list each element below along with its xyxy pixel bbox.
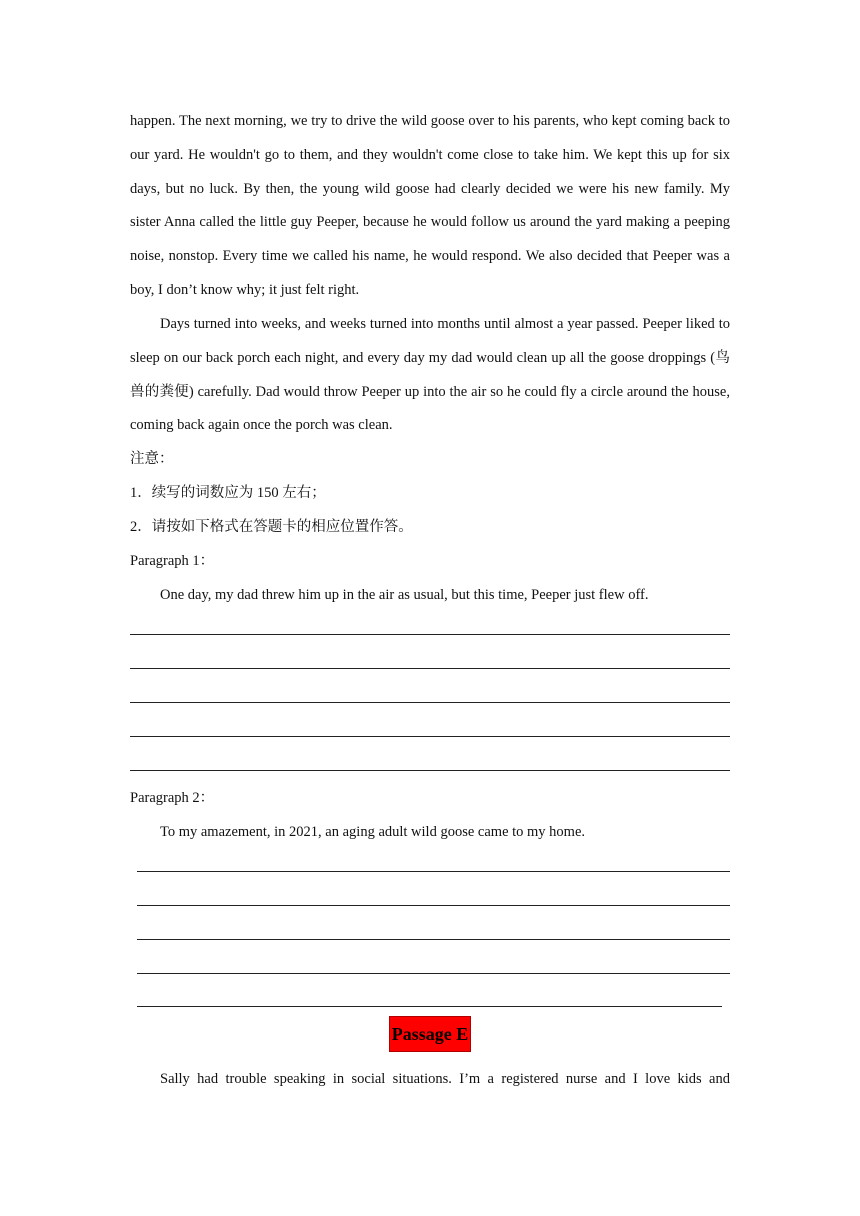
paragraph-2-label: Paragraph 2： bbox=[130, 790, 215, 806]
answer-line bbox=[137, 1006, 722, 1007]
story-paragraph-2: Days turned into weeks, and weeks turned into months until almost a year passed. Peeper liked to sleep on our back porch each night, and every day my dad would clean up all the goose droppings (鸟兽的粪便) carefully. Dad would throw Peeper up into the air so he could fly a circle around the house, coming back again once the porch was clean. bbox=[130, 316, 730, 434]
paragraph-1-start: One day, my dad threw him up in the air as usual, but this time, Peeper just flew off. bbox=[160, 587, 649, 603]
passage-heading-wrap bbox=[0, 1016, 860, 1052]
answer-line bbox=[137, 905, 730, 906]
answer-line bbox=[130, 702, 730, 703]
answer-line bbox=[130, 770, 730, 771]
answer-line bbox=[137, 871, 730, 872]
story-paragraph-1: happen. The next morning, we try to drive the wild goose over to his parents, who kept coming back to our yard. He wouldn't go to them, and they wouldn't come close to take him. We kept this up for six days, but no luck. By then, the young wild goose had clearly decided we were his new family. My sister Anna called the little guy Peeper, because he would follow us around the yard making a peeping noise, nonstop. Every time we called his name, he would respond. We also decided that Peeper was a boy, I don’t know why; it just felt right. bbox=[130, 113, 730, 298]
answer-line bbox=[137, 973, 730, 974]
answer-line bbox=[130, 736, 730, 737]
paragraph-2-start: To my amazement, in 2021, an aging adult wild goose came to my home. bbox=[160, 824, 586, 840]
passage-heading: Passage E bbox=[389, 1016, 472, 1052]
note-item-2: 2．请按如下格式在答题卡的相应位置作答。 bbox=[130, 519, 413, 535]
note-item-1: 1．续写的词数应为 150 左右； bbox=[130, 485, 326, 501]
paragraph-1-label: Paragraph 1： bbox=[130, 553, 215, 569]
answer-line bbox=[137, 939, 730, 940]
notes-heading: 注意： bbox=[130, 451, 174, 467]
passage-opening-line: Sally had trouble speaking in social situations. I’m a registered nurse and I love kids and bbox=[160, 1071, 730, 1087]
answer-line bbox=[130, 668, 730, 669]
answer-line bbox=[130, 634, 730, 635]
